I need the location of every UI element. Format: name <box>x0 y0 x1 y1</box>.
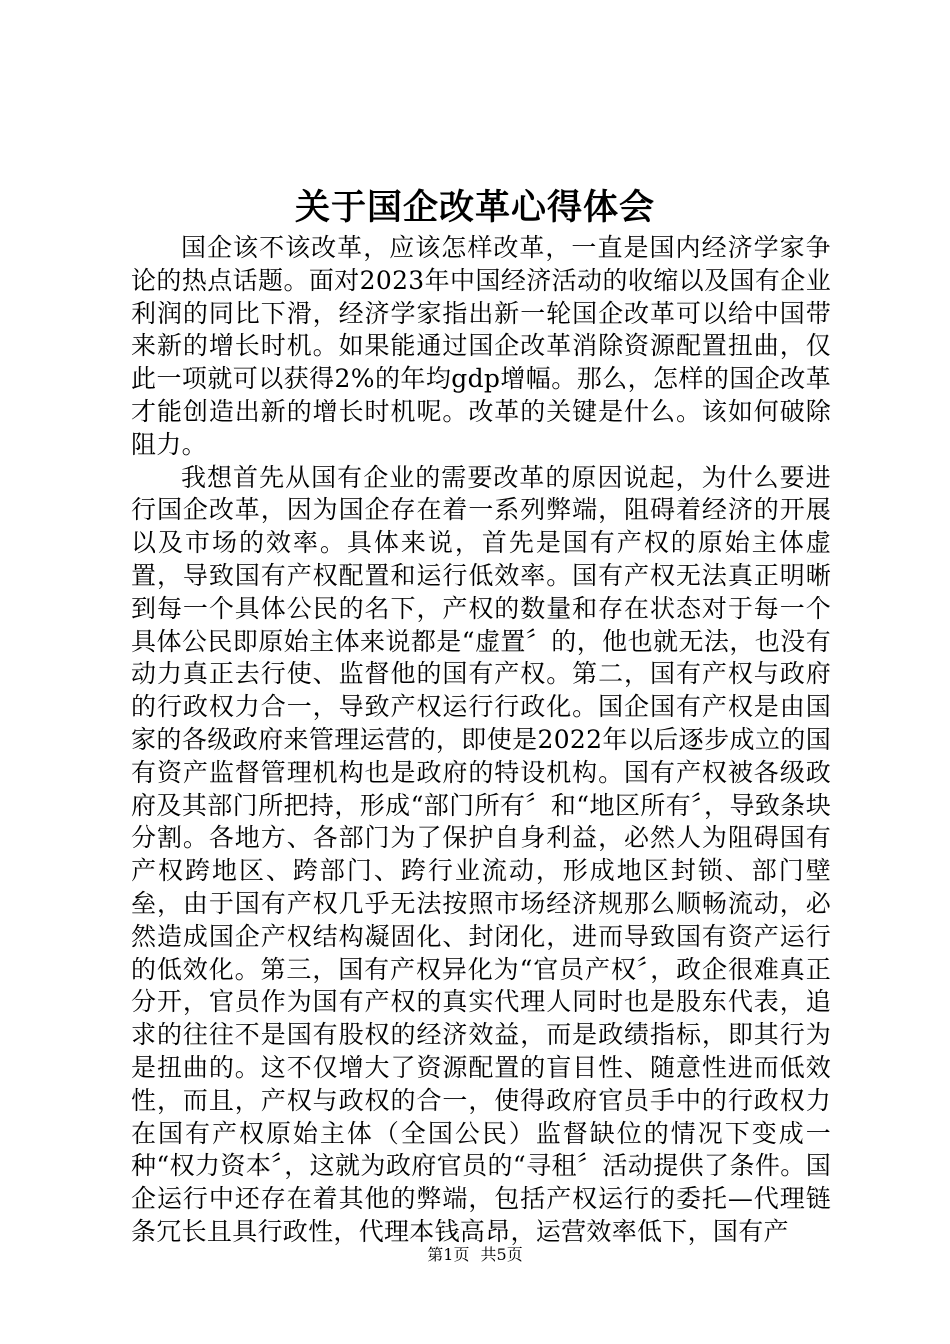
document-title: 关于国企改革心得体会 <box>294 187 655 228</box>
page-number: 第1页 <box>427 1245 470 1264</box>
page-footer <box>0 1244 950 1266</box>
paragraph-1: 国企该不该改革，应该怎样改革，一直是国内经济学家争论的热点话题。面对2023年中国经济活动的收缩以及国有企业利润的同比下滑，经济学家指出新一轮国企改革可以给中国带来新的增长时机。如果能通过国企改革消除资源配置扭曲，仅此一项就可以获得2%的年均gdp增幅。那么，怎样的国企改革才能创造出新的增长时机呢。改革的关键是什么。该如何破除阻力。 <box>131 233 831 459</box>
page-total: 共5页 <box>480 1245 523 1264</box>
paragraph-2: 我想首先从国有企业的需要改革的原因说起，为什么要进行国企改革，因为国企存在着一系列弊端，阻碍着经济的开展以及市场的效率。具体来说，首先是国有产权的原始主体虚置，导致国有产权配置和运行低效率。国有产权无法真正明晰到每一个具体公民的名下，产权的数量和存在状态对于每一个具体公民即原始主体来说都是“虚置〞的，他也就无法，也没有动力真正去行使、监督他的国有产权。第二，国有产权与政府的行政权力合一，导致产权运行行政化。国企国有产权是由国家的各级政府来管理运营的，即使是2022年以后逐步成立的国有资产监督管理机构也是政府的特设机构。国有产权被各级政府及其部门所把持，形成“部门所有〞和“地区所有〞，导致条块分割。各地方、各部门为了保护自身利益，必然人为阻碍国有产权跨地区、跨部门、跨行业流动，形成地区封锁、部门壁垒，由于国有产权几乎无法按照市场经济规那么顺畅流动，必然造成国企产权结构凝固化、封闭化，进而导致国有资产运行的低效化。第三，国有产权异化为“官员产权〞，政企很难真正分开，官员作为国有产权的真实代理人同时也是股东代表，追求的往往不是国有股权的经济效益，而是政绩指标，即其行为是扭曲的。这不仅增大了资源配置的盲目性、随意性进而低效性，而且，产权与政权的合一，使得政府官员手中的行政权力在国有产权原始主体（全国公民）监督缺位的情况下变成一种“权力资本〞，这就为政府官员的“寻租〞活动提供了条件。国企运行中还存在着其他的弊端，包括产权运行的委托—代理链条冗长且具行政性，代理本钱高昂，运营效率低下，国有产 <box>131 462 831 1246</box>
document-body <box>131 232 831 1249</box>
